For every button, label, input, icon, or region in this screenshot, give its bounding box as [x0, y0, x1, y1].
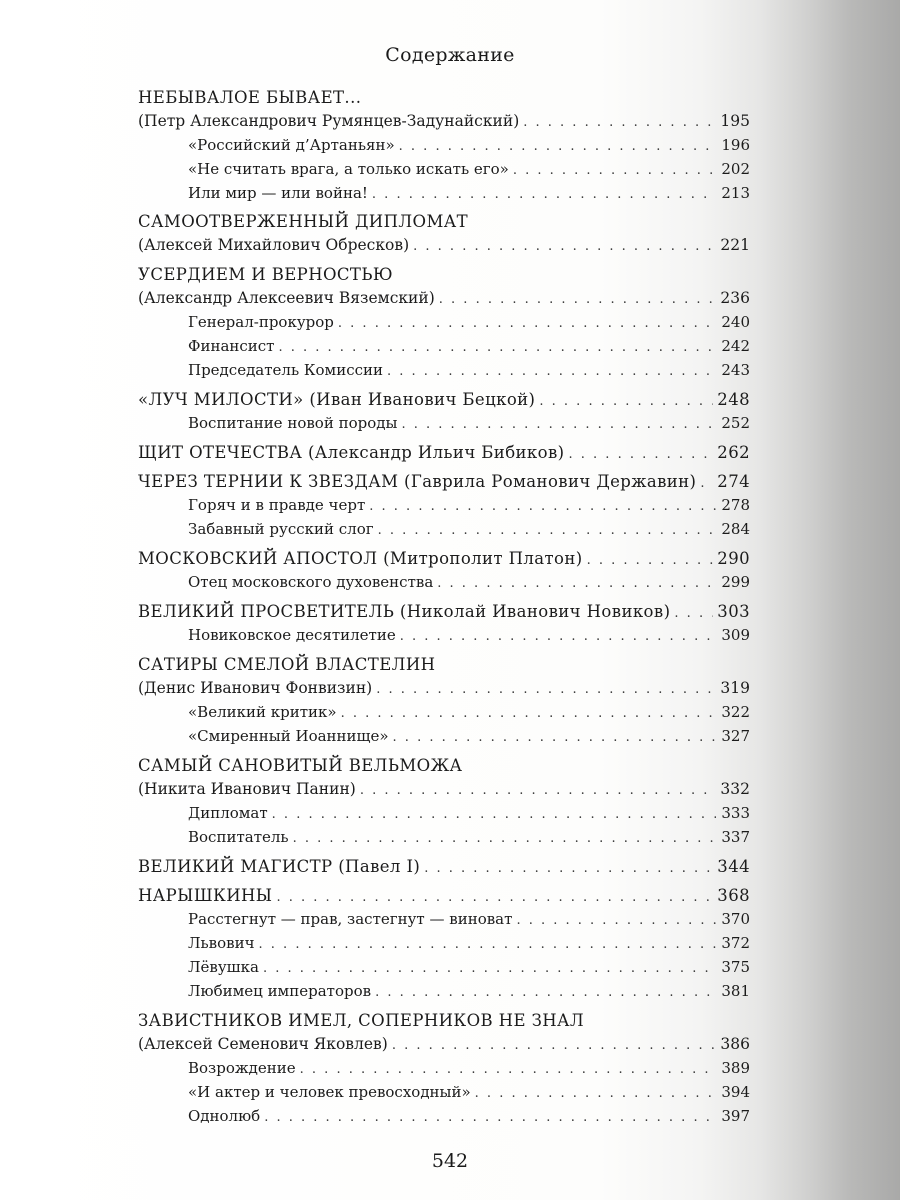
toc-subentry	[138, 828, 750, 852]
page-number: 542	[431, 1150, 469, 1172]
toc-entry-text: Любимец императоров	[188, 982, 372, 1000]
toc-entry-text: «Российский д’Артаньян»	[188, 136, 395, 154]
toc-section-title	[138, 1011, 750, 1035]
toc-page-number: 221	[720, 236, 750, 254]
toc-entry-text: Лёвушка	[188, 958, 259, 976]
toc-entry-text: «Смиренный Иоаннище»	[188, 727, 389, 745]
dot-leader	[387, 364, 716, 379]
dot-leader	[392, 1038, 716, 1053]
toc-subentry	[138, 958, 750, 982]
dot-leader	[338, 316, 716, 331]
toc-entry-text: «И актер и человек превосходный»	[188, 1083, 471, 1101]
toc-section-title	[138, 602, 750, 626]
dot-leader	[439, 292, 716, 307]
dot-leader	[378, 523, 716, 538]
toc-section-title	[138, 549, 750, 573]
toc-entry-text: НЕБЫВАЛОЕ БЫВАЕТ...	[138, 88, 362, 107]
dot-leader	[293, 831, 716, 846]
toc-entry-text: (Алексей Семенович Яковлев)	[138, 1035, 388, 1053]
toc-entry	[138, 679, 750, 703]
toc-page-number: 344	[717, 857, 750, 876]
toc-subentry	[138, 414, 750, 438]
dot-leader	[300, 1062, 716, 1077]
toc-page-number: 397	[721, 1107, 750, 1125]
dot-leader	[393, 730, 716, 745]
toc-page-number: 327	[721, 727, 750, 745]
toc-page-number: 290	[717, 549, 750, 568]
toc-page-number: 386	[720, 1035, 750, 1053]
toc-page-number: 274	[717, 472, 750, 491]
dot-leader	[475, 1086, 716, 1101]
toc-page-number: 240	[721, 313, 750, 331]
toc-page-number: 370	[721, 910, 750, 928]
toc-page-number: 196	[721, 136, 750, 154]
toc-entry-text: Возрождение	[188, 1059, 296, 1077]
toc-page-number: 243	[721, 361, 750, 379]
toc-entry-text: (Александр Алексеевич Вяземский)	[138, 289, 435, 307]
toc-entry-text: (Петр Александрович Румянцев-Задунайский)	[138, 112, 520, 130]
toc-subentry	[138, 160, 750, 184]
page-heading: Содержание	[385, 44, 515, 66]
toc-entry-text: Горяч и в правде черт	[188, 496, 366, 514]
dot-leader	[413, 239, 716, 254]
toc-entry-text: САМЫЙ САНОВИТЫЙ ВЕЛЬМОЖА	[138, 756, 463, 775]
toc-page-number: 368	[717, 886, 750, 905]
dot-leader	[376, 682, 716, 697]
toc-subentry	[138, 626, 750, 650]
toc-entry-text: Львович	[188, 934, 255, 952]
toc-subentry	[138, 982, 750, 1006]
toc-entry-text: «Великий критик»	[188, 703, 337, 721]
toc-entry	[138, 112, 750, 136]
dot-leader	[674, 606, 713, 621]
toc-page-number: 303	[717, 602, 750, 621]
toc-entry-text: НАРЫШКИНЫ	[138, 886, 273, 905]
toc-entry-text: «ЛУЧ МИЛОСТИ» (Иван Иванович Бецкой)	[138, 390, 536, 409]
toc-entry-text: ВЕЛИКИЙ МАГИСТР (Павел I)	[138, 857, 421, 876]
toc-entry-text: МОСКОВСКИЙ АПОСТОЛ (Митрополит Платон)	[138, 549, 583, 568]
toc-entry	[138, 1035, 750, 1059]
toc-section-title	[138, 857, 750, 881]
dot-leader	[372, 187, 716, 202]
toc-page-number: 333	[721, 804, 750, 822]
toc-entry-text: УСЕРДИЕМ И ВЕРНОСТЬЮ	[138, 265, 393, 284]
dot-leader	[400, 629, 716, 644]
dot-leader	[401, 417, 716, 432]
toc-entry-text: ЧЕРЕЗ ТЕРНИИ К ЗВЕЗДАМ (Гаврила Романович Державин)	[138, 472, 697, 491]
dot-leader	[369, 499, 716, 514]
toc-page-number: 337	[721, 828, 750, 846]
dot-leader	[360, 783, 716, 798]
toc-section-title	[138, 655, 750, 679]
toc-subentry	[138, 703, 750, 727]
toc-entry-text: Однолюб	[188, 1107, 261, 1125]
toc-entry	[138, 780, 750, 804]
toc-subentry	[138, 1083, 750, 1107]
toc-section-title	[138, 265, 750, 289]
toc-page-number: 236	[720, 289, 750, 307]
toc-entry-text: «Не считать врага, а только искать его»	[188, 160, 509, 178]
toc-page-number: 332	[720, 780, 750, 798]
toc-entry	[138, 289, 750, 313]
dot-leader	[587, 553, 714, 568]
toc-entry-text: САТИРЫ СМЕЛОЙ ВЛАСТЕЛИН	[138, 655, 436, 674]
toc-subentry	[138, 184, 750, 208]
toc-page-number: 309	[721, 626, 750, 644]
toc-entry-text: Генерал-прокурор	[188, 313, 334, 331]
toc-subentry	[138, 361, 750, 385]
dot-leader	[272, 807, 716, 822]
toc-entry-text: ЗАВИСТНИКОВ ИМЕЛ, СОПЕРНИКОВ НЕ ЗНАЛ	[138, 1011, 585, 1030]
toc-entry-text: САМООТВЕРЖЕННЫЙ ДИПЛОМАТ	[138, 212, 469, 231]
toc-entry-text: Расстегнут — прав, застегнут — виноват	[188, 910, 513, 928]
toc-entry-text: (Никита Иванович Панин)	[138, 780, 356, 798]
toc-subentry	[138, 496, 750, 520]
toc-entry	[138, 236, 750, 260]
toc-page-number: 284	[721, 520, 750, 538]
toc-entry-text: Финансист	[188, 337, 275, 355]
toc-section-title	[138, 756, 750, 780]
toc-section-title	[138, 390, 750, 414]
toc-subentry	[138, 727, 750, 751]
dot-leader	[264, 1110, 716, 1125]
toc-section-title	[138, 472, 750, 496]
toc-entry-text: (Денис Иванович Фонвизин)	[138, 679, 373, 697]
dot-leader	[375, 985, 716, 1000]
toc-entry-text: Воспитание новой породы	[188, 414, 398, 432]
dot-leader	[700, 476, 713, 491]
dot-leader	[513, 163, 716, 178]
toc-entry-text: Председатель Комиссии	[188, 361, 383, 379]
toc-page-number: 322	[721, 703, 750, 721]
toc-page-number: 195	[720, 112, 750, 130]
toc-entry-text: Или мир — или война!	[188, 184, 368, 202]
dot-leader	[278, 340, 716, 355]
toc-entry-text: Воспитатель	[188, 828, 289, 846]
toc-page-number: 262	[717, 443, 750, 462]
toc-subentry	[138, 1107, 750, 1131]
toc-subentry	[138, 1059, 750, 1083]
toc-page-number: 202	[721, 160, 750, 178]
toc-subentry	[138, 910, 750, 934]
dot-leader	[259, 937, 716, 952]
toc-subentry	[138, 573, 750, 597]
toc-entry-text: Новиковское десятилетие	[188, 626, 396, 644]
toc-page-number: 372	[721, 934, 750, 952]
toc-subentry	[138, 337, 750, 361]
toc-page-number: 252	[721, 414, 750, 432]
toc-subentry	[138, 520, 750, 544]
dot-leader	[569, 447, 714, 462]
toc-subentry	[138, 804, 750, 828]
dot-leader	[437, 576, 716, 591]
toc-section-title	[138, 212, 750, 236]
toc-section-title	[138, 88, 750, 112]
toc-entry-text: Отец московского духовенства	[188, 573, 434, 591]
toc-page-number: 242	[721, 337, 750, 355]
toc-entry-text: Забавный русский слог	[188, 520, 374, 538]
dot-leader	[424, 861, 713, 876]
dot-leader	[276, 890, 713, 905]
toc-page-number: 375	[721, 958, 750, 976]
toc-page-number: 278	[721, 496, 750, 514]
toc-page-number: 381	[721, 982, 750, 1000]
dot-leader	[516, 913, 716, 928]
toc-page-number: 319	[720, 679, 750, 697]
toc-entry-text: ВЕЛИКИЙ ПРОСВЕТИТЕЛЬ (Николай Иванович Новиков)	[138, 602, 671, 621]
toc-subentry	[138, 136, 750, 160]
toc-entry-text: (Алексей Михайлович Обресков)	[138, 236, 410, 254]
dot-leader	[263, 961, 716, 976]
toc-section-title	[138, 443, 750, 467]
toc-page-number: 389	[721, 1059, 750, 1077]
toc-page-number: 299	[721, 573, 750, 591]
toc-page-number: 394	[721, 1083, 750, 1101]
dot-leader	[341, 706, 716, 721]
dot-leader	[523, 115, 716, 130]
toc-section-title	[138, 886, 750, 910]
toc-subentry	[138, 934, 750, 958]
toc-entry-text: Дипломат	[188, 804, 268, 822]
toc-subentry	[138, 313, 750, 337]
dot-leader	[539, 394, 713, 409]
toc-entry-text: ЩИТ ОТЕЧЕСТВА (Александр Ильич Бибиков)	[138, 443, 565, 462]
toc-page-number: 248	[717, 390, 750, 409]
dot-leader	[399, 139, 716, 154]
toc-page-number: 213	[721, 184, 750, 202]
